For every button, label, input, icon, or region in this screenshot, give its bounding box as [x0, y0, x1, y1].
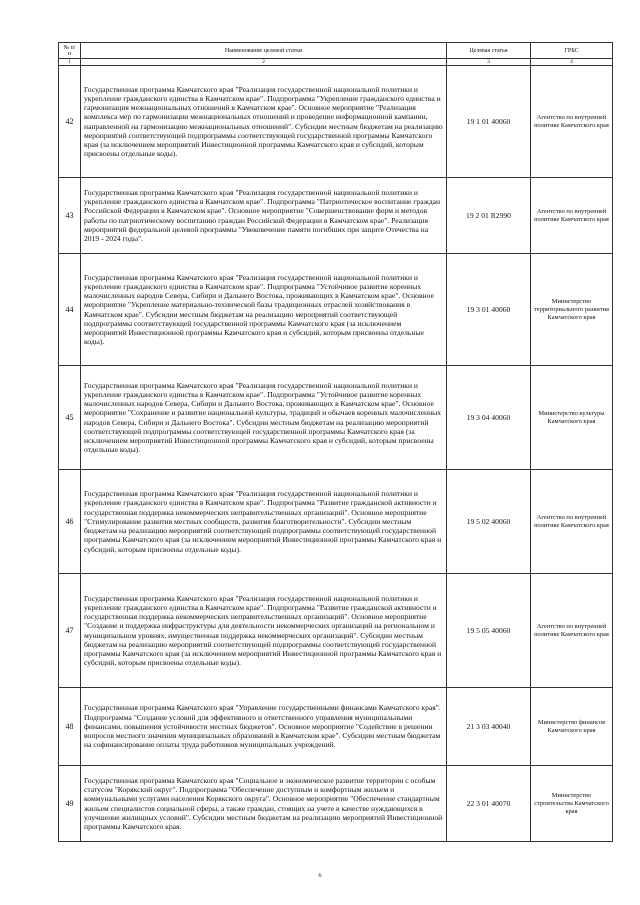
table-row — [59, 470, 613, 574]
row-grbs: Агентство по внутренней политике Камчатского края — [531, 470, 613, 574]
row-number: 46 — [59, 470, 81, 574]
row-code: 21 3 03 40040 — [447, 688, 531, 766]
column-number: 4 — [531, 59, 613, 66]
row-name: Государственная программа Камчатского края "Реализация государственной национальной политики и укрепление гражданского единства в Камчатском крае". Подпрограмма "Укрепление гражданского единства и гармонизация межнациональных отношений в Камчатском крае". Основное мероприятие "Реализация комплекса мер по гармонизации межнациональных отношений и проведение информационной кампании, направленной на гармонизацию межнациональных отношений". Субсидии местным бюджетам на реализацию мероприятий соответствующей подпрограммы соответствующей государственной программы Камчатского края (за исключением мероприятий Инвестиционной программы Камчатского края и субсидий, которым присвоены отдельные коды). — [81, 66, 447, 178]
row-name: Государственная программа Камчатского края "Управление государственными финансами Камчатского края". Подпрограмма "Создание условий для эффективного и ответственного управления муниципальными финансами, повышения устойчивости местных бюджетов". Основное мероприятие "Содействие в решении вопросов местного значения муниципальных образований в Камчатском крае". Субсидии местным бюджетам на софинансирование оплаты труда работников муниципальных учреждений. — [81, 688, 447, 766]
row-grbs: Министерство культуры Камчатского края — [531, 366, 613, 470]
row-name: Государственная программа Камчатского края "Реализация государственной национальной политики и укрепление гражданского единства в Камчатском крае". Подпрограмма "Развитие гражданской активности и государственная поддержка некоммерческих неправительственных организаций". Основное мероприятие "Создание и поддержка инфраструктуры для деятельности некоммерческих организаций на региональном и муниципальном уровнях, имущественная поддержка некоммерческих организаций". Субсидии местным бюджетам на реализацию мероприятий соответствующей подпрограммы соответствующей государственной программы Камчатского края (за исключением мероприятий Инвестиционной программы Камчатского края и субсидий, которым присвоены отдельные коды). — [81, 574, 447, 688]
column-number-row — [59, 59, 613, 66]
row-code: 19 5 05 40060 — [447, 574, 531, 688]
table-row — [59, 574, 613, 688]
row-name: Государственная программа Камчатского края "Социальное и экономическое развитие территории с особым статусом "Корякский округ". Подпрограмма "Обеспечение доступным и комфортным жильем и коммунальными услугами населения Корякского округа". Основное мероприятие "Обеспечение стандартным жильем специалистов социальной сферы, а также граждан, стоящих на учете в качестве нуждающихся в улучшение жилищных условий". Субсидии местным бюджетам на реализацию мероприятий Инвестиционной программы Камчатского края. — [81, 766, 447, 842]
row-name: Государственная программа Камчатского края "Реализация государственной национальной политики и укрепление гражданского единства в Камчатском крае". Подпрограмма "Патриотическое воспитание граждан Российской Федерации в Камчатском крае". Основное мероприятие "Совершенствование форм и методов работы по патриотическому воспитанию граждан Российской Федерации в Камчатском крае". Реализация мероприятий федеральной целевой программы "Увековечение памяти погибших при защите Отечества на 2019 - 2024 годы". — [81, 178, 447, 254]
row-code: 19 3 01 40060 — [447, 254, 531, 366]
row-code: 19 1 01 40060 — [447, 66, 531, 178]
row-grbs: Министерство территориального развития Камчатского края — [531, 254, 613, 366]
table-row — [59, 254, 613, 366]
row-name: Государственная программа Камчатского края "Реализация государственной национальной политики и укрепление гражданского единства в Камчатском крае". Подпрограмма "Устойчивое развитие коренных малочисленных народов Севера, Сибири и Дальнего Востока, проживающих в Камчатском крае". Основное мероприятие "Сохранение и развитие национальной культуры, традиций и обычаев коренных малочисленных народов Севера, Сибири и Дальнего Востока". Субсидии местным бюджетам на реализацию мероприятий соответствующей подпрограммы соответствующей государственной программы Камчатского края (за исключением мероприятий Инвестиционной программы Камчатского края и субсидий, которым присвоены отдельные коды). — [81, 366, 447, 470]
row-grbs: Агентство по внутренней политике Камчатского края — [531, 574, 613, 688]
header-num: № п/п — [59, 43, 81, 59]
row-grbs: Министерство финансов Камчатского края — [531, 688, 613, 766]
header-grbs: ГРБС — [531, 43, 613, 59]
row-code: 19 2 01 R2990 — [447, 178, 531, 254]
page-number: 6 — [318, 873, 322, 879]
table-row — [59, 178, 613, 254]
row-grbs: Министерство строительства Камчатского края — [531, 766, 613, 842]
table-row — [59, 766, 613, 842]
column-number: 2 — [81, 59, 447, 66]
row-code: 19 3 04 40060 — [447, 366, 531, 470]
appendix-table — [58, 42, 613, 842]
row-number: 43 — [59, 178, 81, 254]
row-number: 49 — [59, 766, 81, 842]
header-name: Наименование целевой статьи — [81, 43, 447, 59]
column-number: 1 — [59, 59, 81, 66]
row-grbs: Агентство по внутренней политике Камчатского края — [531, 178, 613, 254]
row-number: 44 — [59, 254, 81, 366]
row-number: 45 — [59, 366, 81, 470]
row-number: 47 — [59, 574, 81, 688]
row-code: 22 3 01 40070 — [447, 766, 531, 842]
row-number: 42 — [59, 66, 81, 178]
column-number: 3 — [447, 59, 531, 66]
row-name: Государственная программа Камчатского края "Реализация государственной национальной политики и укрепление гражданского единства в Камчатском крае". Подпрограмма "Устойчивое развитие коренных малочисленных народов Севера, Сибири и Дальнего Востока, проживающих в Камчатском крае". Основное мероприятие "Укрепление материально-технической базы традиционных отраслей хозяйствования в Камчатском крае". Субсидии местным бюджетам на реализацию мероприятий соответствующей подпрограммы соответствующей государственной программы Камчатского края (за исключением мероприятий Инвестиционной программы Камчатского края и субсидий, которым присвоены отдельные коды). — [81, 254, 447, 366]
header-code: Целевая статья — [447, 43, 531, 59]
table-row — [59, 366, 613, 470]
row-name: Государственная программа Камчатского края "Реализация государственной национальной политики и укрепление гражданского единства в Камчатском крае". Подпрограмма "Развитие гражданской активности и государственная поддержка некоммерческих неправительственных организаций". Основное мероприятие "Стимулирование развития местных сообществ, развития благотворительности". Субсидии местным бюджетам на реализацию мероприятий соответствующей подпрограммы соответствующей государственной программы Камчатского края (за исключением мероприятий Инвестиционной программы Камчатского края и субсидий, которым присвоены отдельные коды). — [81, 470, 447, 574]
table-row — [59, 66, 613, 178]
row-number: 48 — [59, 688, 81, 766]
row-grbs: Агентство по внутренней политике Камчатского края — [531, 66, 613, 178]
table-header-row — [59, 43, 613, 59]
row-code: 19 5 02 40060 — [447, 470, 531, 574]
table-row — [59, 688, 613, 766]
